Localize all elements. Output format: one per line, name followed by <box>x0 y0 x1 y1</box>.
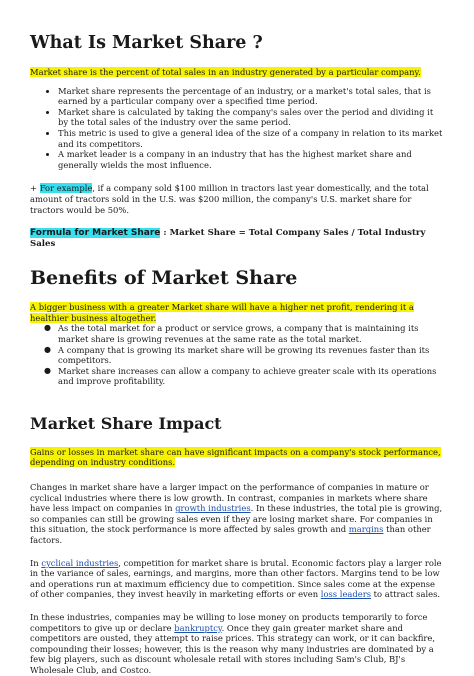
impact-paragraph-3: In these industries, companies may be willing to lose money on products temporarily to force competitors to give up or declare bankruptcy. Once they gain greater market share and competitors are ousted, they attempt to raise prices. This strategy can work, or it can backfire, compounding their losses; however, this is the reason why many industries are dominated by a few big players, such as discount wholesale retail with stores including Sam's Club, BJ's Wholesale Club, and Costco. <box>30 612 436 675</box>
list-item: ● Market share increases can allow a company to achieve greater scale with its operations and improve profitability. <box>44 366 444 387</box>
page-title: What Is Market Share ? <box>30 33 263 53</box>
bankruptcy-link[interactable]: bankruptcy <box>174 622 222 633</box>
growth-industries-link[interactable]: growth industries <box>175 503 251 514</box>
list-item: ● A company that is growing its market share will be growing its revenues faster than its competitors. <box>44 345 444 366</box>
list-item: ● As the total market for a product or service grows, a company that is maintaining its market share is growing revenues at the same rate as the total market. <box>44 323 444 344</box>
impact-paragraph-1: Changes in market share have a larger impact on the performance of companies in mature or cyclical industries where there is low growth. In contrast, companies in markets where share have less impact on companies in growth industries. In these industries, the total pie is growing, so companies can still be growing sales even if they are losing market share. For companies in this situation, the stock performance is more affected by sales growth and margins than other factors. <box>30 482 443 546</box>
benefits-list <box>30 323 444 387</box>
loss-leaders-link[interactable]: loss leaders <box>320 589 372 600</box>
list-item: • A market leader is a company in an industry that has the highest market share and generally wields the most influence. <box>58 149 444 170</box>
example-label: For example <box>39 183 93 194</box>
formula-text: : Market Share = Total Company Sales / Total Industry Sales <box>30 228 426 250</box>
impact-paragraph-2: In cyclical industries, competition for market share is brutal. Economic factors play a larger role in the variance of sales, earnings, and margins, more than other factors. Margins tend to be low and operations run at maximum efficiency due to competition. Since sales come at the expense of other companies, they invest heavily in marketing efforts or even loss leaders to attract sales. <box>30 557 442 600</box>
list-item: • This metric is used to give a general idea of the size of a company in relation to its market and its competitors. <box>58 128 444 149</box>
margins-link[interactable]: margins <box>348 524 384 535</box>
list-item: • Market share represents the percentage of an industry, or a market's total sales, that is earned by a particular company over a specified time period. <box>58 86 444 107</box>
key-points-list <box>30 86 444 171</box>
definition-paragraph <box>30 67 444 78</box>
definition-highlight: Market share is the percent of total sales in an industry generated by a particular company. <box>30 67 421 77</box>
impact-heading: Market Share Impact <box>30 413 222 433</box>
benefits-intro: A bigger business with a greater Market share will have a higher net profit, rendering it a healthier business altogether. <box>30 302 414 323</box>
example-paragraph: + For example, if a company sold $100 million in tractors last year domestically, and the total amount of tractors sold in the U.S. was $200 million, the company's U.S. market share for tractors would be 50%. <box>30 183 429 215</box>
impact-intro: Gains or losses in market share can have significant impacts on a company's stock performance, depending on industry conditions. <box>30 446 441 468</box>
benefits-heading: Benefits of Market Share <box>30 267 298 290</box>
formula-line <box>30 228 444 250</box>
formula-label: Formula for Market Share <box>30 228 161 239</box>
cyclical-industries-link[interactable]: cyclical industries <box>41 557 119 568</box>
list-item: • Market share is calculated by taking the company's sales over the period and dividing it by the total sales of the industry over the same period. <box>58 107 444 128</box>
